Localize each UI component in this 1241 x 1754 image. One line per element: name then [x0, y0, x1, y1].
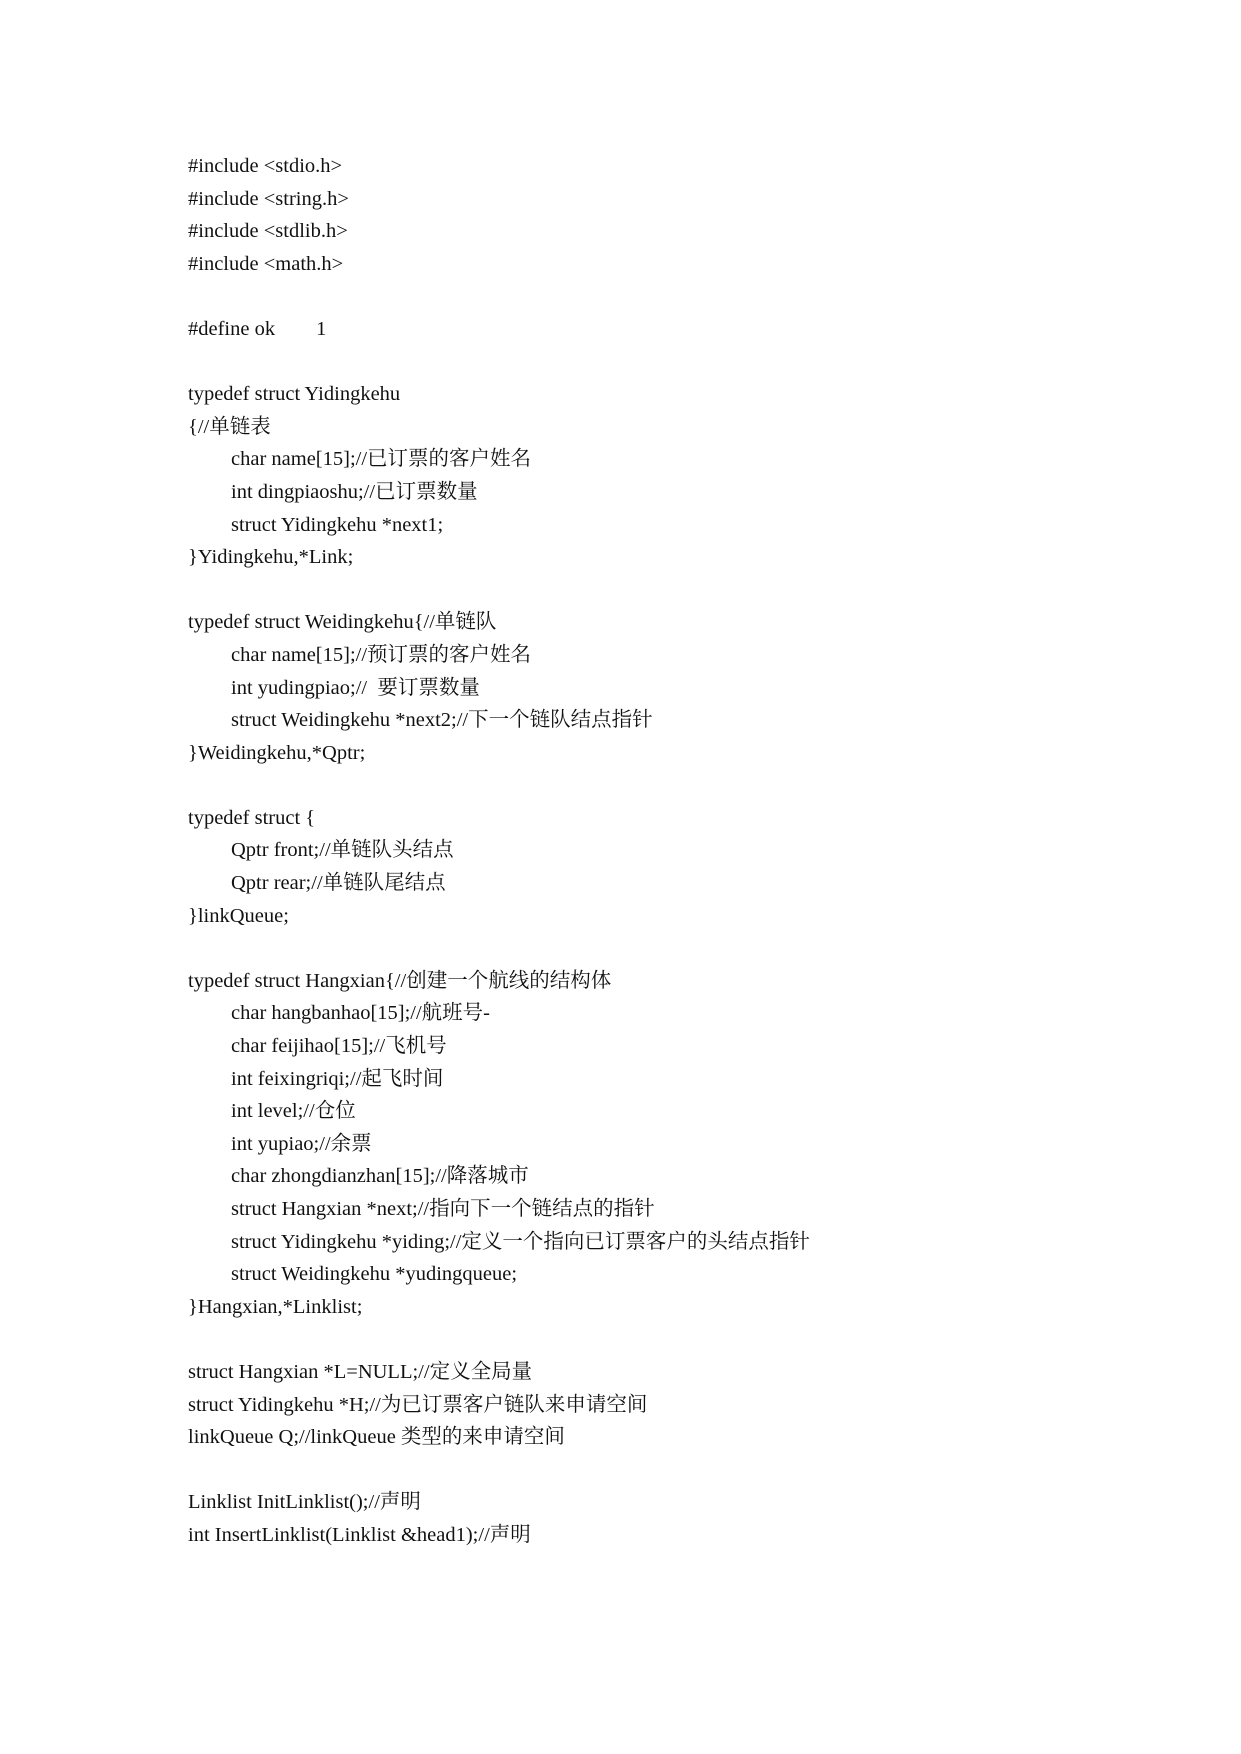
code-line: int dingpiaoshu;//已订票数量	[231, 480, 478, 503]
code-line: #define ok 1	[188, 317, 327, 340]
code-line: struct Yidingkehu *yiding;//定义一个指向已订票客户的头结点指针	[231, 1230, 810, 1253]
blank-line	[188, 280, 1188, 313]
blank-line	[188, 346, 1188, 379]
blank-line	[188, 932, 1188, 965]
code-line: Qptr rear;//单链队尾结点	[231, 872, 446, 895]
code-line: int yudingpiao;// 要订票数量	[231, 676, 480, 699]
code-line: int feixingriqi;//起飞时间	[231, 1067, 444, 1090]
code-line: typedef struct Yidingkehu	[188, 383, 401, 406]
code-line: Linklist InitLinklist();//声明	[188, 1491, 421, 1514]
code-line: int level;//仓位	[231, 1100, 356, 1123]
code-line: char hangbanhao[15];//航班号-	[231, 1002, 491, 1025]
code-line: struct Yidingkehu *next1;	[231, 513, 444, 536]
blank-line	[188, 1323, 1188, 1356]
code-line: linkQueue Q;//linkQueue 类型的来申请空间	[188, 1426, 565, 1449]
code-line: struct Yidingkehu *H;//为已订票客户链队来申请空间	[188, 1393, 648, 1416]
blank-line	[188, 769, 1188, 802]
code-line: typedef struct {	[188, 806, 316, 829]
code-line: #include <stdlib.h>	[188, 220, 348, 243]
code-line: {//单链表	[188, 415, 271, 438]
code-line: }linkQueue;	[188, 904, 289, 927]
code-line: char name[15];//预订票的客户姓名	[231, 643, 532, 666]
code-line: #include <math.h>	[188, 252, 344, 275]
code-line: int InsertLinklist(Linklist &head1);//声明	[188, 1523, 531, 1546]
blank-line	[188, 1454, 1188, 1487]
code-line: char zhongdianzhan[15];//降落城市	[231, 1165, 529, 1188]
code-line: }Yidingkehu,*Link;	[188, 546, 354, 569]
code-line: char feijihao[15];//飞机号	[231, 1035, 447, 1058]
code-line: typedef struct Hangxian{//创建一个航线的结构体	[188, 969, 612, 992]
code-line: struct Hangxian *next;//指向下一个链结点的指针	[231, 1198, 655, 1220]
code-line: typedef struct Weidingkehu{//单链队	[188, 611, 497, 634]
code-line: struct Weidingkehu *next2;//下一个链队结点指针	[231, 709, 653, 732]
code-line: }Hangxian,*Linklist;	[188, 1295, 363, 1318]
code-line: int yupiao;//余票	[231, 1132, 372, 1155]
code-line: struct Hangxian *L=NULL;//定义全局量	[188, 1360, 533, 1383]
code-document	[188, 150, 1188, 1552]
code-line: #include <stdio.h>	[188, 155, 343, 177]
blank-line	[188, 574, 1188, 607]
code-line: }Weidingkehu,*Qptr;	[188, 741, 366, 764]
code-line: struct Weidingkehu *yudingqueue;	[231, 1263, 518, 1286]
code-line: char name[15];//已订票的客户姓名	[231, 448, 532, 471]
code-line: #include <string.h>	[188, 187, 349, 210]
code-line: Qptr front;//单链队头结点	[231, 839, 454, 862]
